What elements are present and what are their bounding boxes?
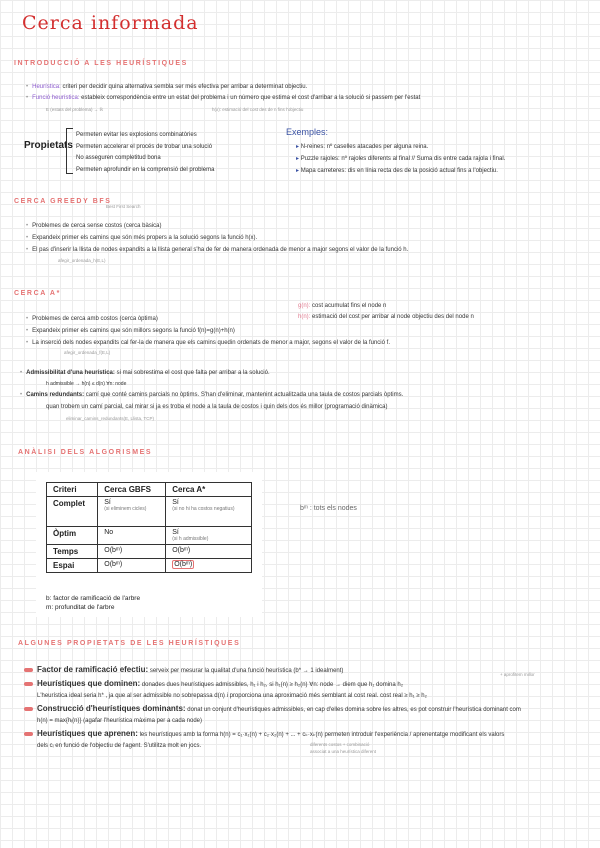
propietat-item: Permeten accelerar el procés de trobar una solució — [76, 143, 213, 150]
heuristica-term: Heurística: — [32, 84, 61, 90]
table-row-label: Complet — [47, 497, 98, 527]
propietat-item: Permeten evitar les explosions combinatòries — [76, 132, 197, 138]
admissibilitat-def: si mai sobrestima el cost que falta per arribar a la solució. — [116, 370, 270, 376]
table-row — [47, 497, 252, 527]
greedy-subnote: Best First Search — [106, 204, 141, 209]
g-definition: g(n): cost acumulat fins el node n — [298, 303, 387, 309]
camins-def: camí que conté camins parcials no òptims. S'han d'eliminar, mantenint actualitzada una taula de costos parcials òptims. — [85, 392, 404, 398]
exemple-item: ▸ Mapa carreteres: dis en línia recta des de la posició actual fins a l'objectiu. — [296, 168, 498, 174]
tiny-note: + aprofitem millor — [500, 672, 535, 677]
camins-code: eliminar_camins_redundants(E, Llista, TCP) — [66, 416, 154, 421]
astar-item: • La inserció dels nodes expandits cal fer-la de manera que els camins quedin ordenats de menor a major, segons el valor de la funció f. — [26, 337, 390, 349]
exemple-item: ▸ N-reines: nº caselles atacades per alguna reina. — [296, 144, 429, 150]
propietats-h-list — [24, 664, 521, 753]
table-cell: Sí (si h admissible) — [166, 527, 252, 545]
table-cell: O(bᵐ) — [166, 545, 252, 559]
propietat-h-item: Construcció d'heurístiques dominants: donat un conjunt d'heurístiques admissibles, en cap d'elles domina sobre les altres, es pot construir l'heurística dominant com — [24, 703, 521, 717]
admissibilitat-term: Admissibilitat d'una heurística: — [26, 370, 115, 376]
greedy-item: • Expandeix primer els camins que són més propers a la solució segons la funció h(x). — [26, 232, 408, 244]
heuristica-definition: criteri per decidir quina alternativa sembla ser més efectiva per arribar a determinat objectiu. — [62, 84, 308, 90]
admissibilitat-line — [20, 370, 270, 376]
table-row-label: Espai — [47, 559, 98, 573]
propietats-brace — [66, 128, 73, 174]
propietat-h-item: L'heurística ideal seria h* , ja que al ser admissible no sobrepassa d(n) i proporciona una aproximació més semblant al cost real. cost real ≥ h₁ ≥ h₂ — [37, 693, 427, 699]
table-header-row — [47, 483, 252, 497]
greedy-item: • El pas d'inserir la llista de nodes expandits a la llista general s'ha de fer de manera ordenada de menor a major segons el valor de la funció h. — [26, 244, 408, 256]
camins-line — [20, 392, 403, 398]
tiny-note: associat a una heurística diferent — [310, 749, 377, 754]
section-heading-astar: CERCA A* — [14, 290, 61, 297]
propietat-item: No asseguren completitud bona — [76, 155, 161, 161]
table-cell: O(bᵐ) — [98, 559, 166, 573]
funcio-note-h: h(x): estimació del cost des de n fins l'objectiu — [212, 107, 304, 112]
heuristica-line — [26, 84, 307, 90]
greedy-code: afegir_ordenada_h(E,L) — [58, 258, 106, 263]
table-cell: No — [98, 527, 166, 545]
table-header: Cerca GBFS — [98, 483, 166, 497]
propietat-h-item: Heurístiques que dominen: donades dues heurístiques admissibles, h₁ i h₂, si h₁(n) ≥ h₂(n) ∀n: node → diem que h₁ domina h₂ — [24, 678, 521, 692]
camins-def2: quan trobem un camí parcial, cal mirar si ja es troba el node a la taula de costos i quin dels dos és millor (programació dinàmica) — [46, 404, 388, 410]
astar-code: afegir_ordenada_f(E,L) — [64, 350, 111, 355]
table-row — [47, 545, 252, 559]
funcio-line — [26, 95, 420, 101]
funcio-definition: estableix correspondència entre un estat del problema i un número que estima el cost d'arribar a la solució si passem per l'estat — [81, 95, 421, 101]
propietats-list — [76, 130, 214, 176]
astar-item: • Expandeix primer els camins que són millors segons la funció f(n)=g(n)+h(n) — [26, 325, 390, 337]
legend-m: m: profunditat de l'arbre — [46, 604, 115, 611]
table-header: Cerca A* — [166, 483, 252, 497]
propietat-h-item: h(n) = max{hᵢ(n)} (agafar l'heurística màxima per a cada node) — [37, 718, 203, 724]
admissibilitat-note: h admissible → h(n) ≤ d(n) ∀n: node — [46, 381, 127, 387]
h-definition: h(n): estimació del cost per arribar al node objectiu des del node n — [298, 314, 474, 320]
exemples-title: Exemples: — [286, 127, 329, 137]
greedy-item: • Problemes de cerca sense costos (cerca bàsica) — [26, 220, 408, 232]
table-row — [47, 559, 252, 573]
propietat-h-item: Heurístiques que aprenen: les heurístiques amb la forma h(n) = c₁·x₁(n) + c₂·x₂(n) + ... + cₖ·xₖ(n) permeten introduir l'experiència / aprenentatge modificant els valors — [24, 728, 521, 742]
section-heading-propietats: ALGUNES PROPIETATS DE LES HEURÍSTIQUES — [18, 640, 241, 647]
section-heading-intro: INTRODUCCIÓ A LES HEURÍSTIQUES — [14, 60, 188, 67]
astar-list — [26, 313, 390, 349]
section-heading-greedy: CERCA GREEDY BFS — [14, 198, 112, 205]
page-title: Cerca informada — [22, 12, 199, 34]
table-header: Criteri — [47, 483, 98, 497]
propietat-h-item: dels cᵢ en funció de l'objectiu de l'agent. S'utilitza molt en jocs. — [37, 743, 202, 749]
propietat-h-item: Factor de ramificació efectiu: serveix per mesurar la qualitat d'una funció heurística (b* → 1 idealment) — [24, 664, 521, 678]
propietat-item: Permeten aprofundir en la comprensió del problema — [76, 166, 215, 173]
comparison-table — [46, 482, 252, 573]
exemple-item: ▸ Puzzle rajoles: nº rajoles diferents al final // Suma dis entre cada rajola i final. — [296, 156, 506, 162]
astar-item: • Problemes de cerca amb costos (cerca òptima) — [26, 313, 390, 325]
exemples-list — [296, 141, 505, 177]
table-cell: Sí (si eliminem cicles) — [98, 497, 166, 527]
legend-b: b: factor de ramificació de l'arbre — [46, 595, 141, 602]
table-cell: O(bᵐ) — [166, 559, 252, 573]
table-row — [47, 527, 252, 545]
camins-term: Camins redundants: — [26, 392, 85, 398]
side-note: bᵐ : tots els nodes — [300, 505, 357, 512]
funcio-note-mapping: E (estats del problema) → ℝ — [46, 107, 104, 112]
table-legend — [46, 594, 140, 612]
section-heading-analisi: ANÀLISI DELS ALGORISMES — [18, 449, 153, 456]
greedy-list — [26, 220, 408, 256]
funcio-term: Funció heurística: — [32, 95, 80, 101]
analisi-table-card — [36, 472, 262, 617]
table-cell: Sí (si no hi ha costos negatius) — [166, 497, 252, 527]
table-row-label: Temps — [47, 545, 98, 559]
propietats-label: Propietats — [24, 140, 73, 151]
tiny-note: diferents costos + combinació — [310, 742, 370, 747]
table-cell: O(bᵐ) — [98, 545, 166, 559]
table-row-label: Òptim — [47, 527, 98, 545]
